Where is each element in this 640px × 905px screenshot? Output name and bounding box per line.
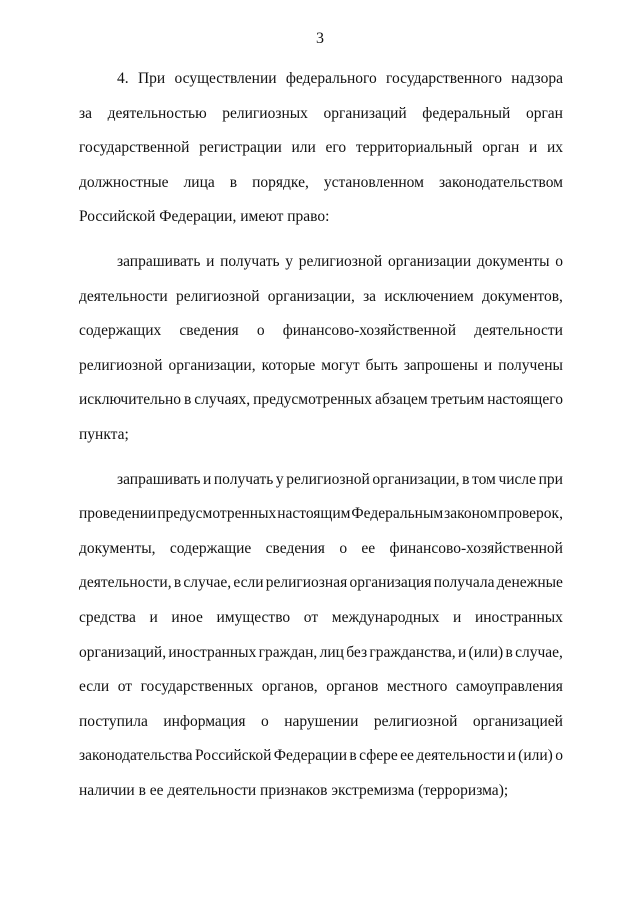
paragraph bbox=[79, 245, 563, 453]
text-line: религиозной организации, которые могут быть запрошены и получены bbox=[79, 356, 563, 374]
text-line: Российской Федерации, имеют право: bbox=[79, 208, 330, 226]
text-line: государственной регистрации или его территориальный орган и их bbox=[79, 139, 563, 157]
text-line: документы, содержащие сведения о ее финансово-хозяйственной bbox=[79, 539, 563, 557]
page-number: 3 bbox=[316, 30, 324, 47]
text-line: средства и иное имущество от международных и иностранных bbox=[79, 608, 563, 626]
paragraph bbox=[79, 463, 563, 809]
text-line: должностные лица в порядке, установленном законодательством bbox=[79, 173, 563, 191]
text-line: запрашивать и получать у религиозной организации документы о bbox=[117, 252, 563, 270]
text-line: деятельности, в случае, если религиозная организация получала денежные bbox=[79, 574, 563, 592]
text-line: запрашивать и получать у религиозной организации, в том числе при bbox=[117, 470, 563, 488]
text-line: законодательства Российской Федерации в сфере ее деятельности и (или) о bbox=[79, 747, 563, 765]
text-line: деятельности религиозной организации, за исключением документов, bbox=[79, 287, 563, 305]
text-line: организаций, иностранных граждан, лиц без гражданства, и (или) в случае, bbox=[79, 643, 563, 661]
paragraph-gap bbox=[79, 235, 563, 245]
text-line: поступила информация о нарушении религиозной организацией bbox=[79, 712, 563, 730]
text-line: 4. При осуществлении федерального государственного надзора bbox=[117, 70, 563, 87]
text-line: проведении предусмотренных настоящим Федеральным законом проверок, bbox=[79, 505, 563, 523]
text-line: содержащих сведения о финансово-хозяйственной деятельности bbox=[79, 322, 563, 340]
paragraph-gap bbox=[79, 453, 563, 463]
text-line: наличии в ее деятельности признаков экстремизма (терроризма); bbox=[79, 781, 509, 799]
text-line: если от государственных органов, органов местного самоуправления bbox=[79, 678, 563, 696]
text-line: исключительно в случаях, предусмотренных абзацем третьим настоящего bbox=[79, 391, 563, 409]
document-body bbox=[79, 62, 563, 808]
text-line: за деятельностью религиозных организаций федеральный орган bbox=[79, 104, 563, 122]
paragraph bbox=[79, 62, 563, 235]
text-line: пункта; bbox=[79, 425, 129, 443]
